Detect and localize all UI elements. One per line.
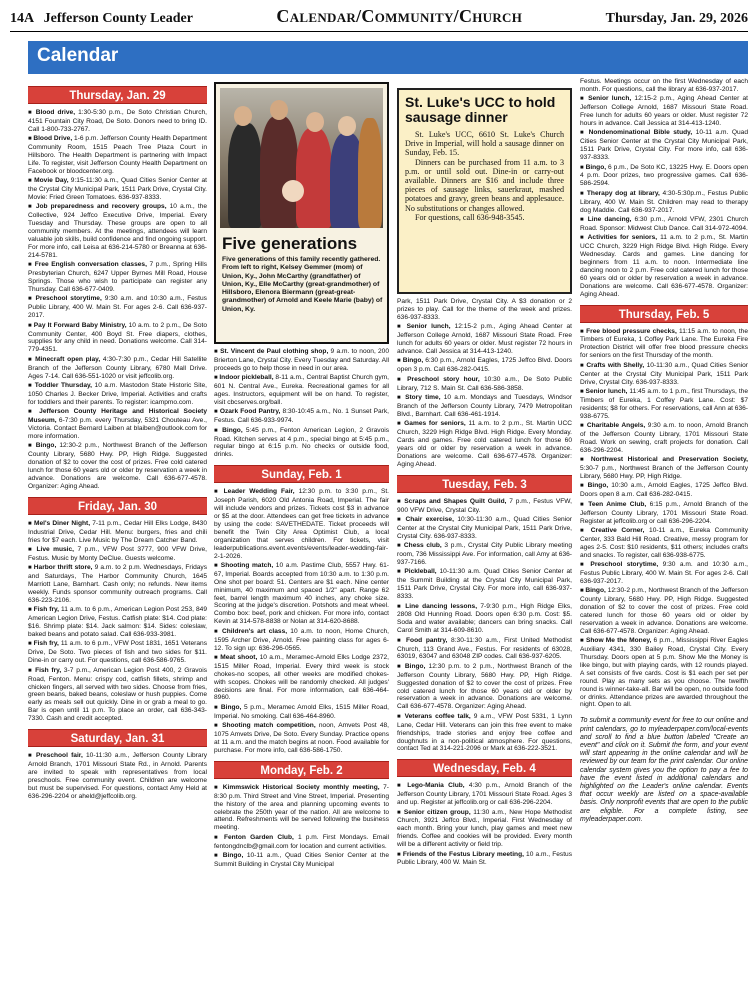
- day-header: Tuesday, Feb. 3: [397, 475, 572, 493]
- bullet-icon: ■: [28, 296, 36, 303]
- entry-title: Preschool story hour,: [407, 375, 480, 383]
- calendar-entry: [580, 501, 748, 526]
- bullet-icon: ■: [397, 809, 404, 816]
- calendar-entry: [580, 637, 748, 709]
- bullet-icon: ■: [580, 527, 591, 534]
- entry-title: Job preparedness and recovery groups,: [35, 203, 167, 211]
- entry-title: Shooting match competition,: [222, 722, 316, 730]
- entry-details: 8:30-10:45 a.m., No. 1 Sunset Park, Festus. Call 636-933-9974.: [214, 408, 389, 425]
- entry-details: 11:30 a.m., New Hope Methodist Church, 3921 Jeffco Blvd., Imperial. First Wednesday of each month. Bring your lunch, play games and meet new friends. Coffee and cookies will be provided. Every month will be a different activity or field trip.: [397, 808, 572, 849]
- entry-details: 7 p.m., VFW Post 3777, 900 VFW Drive, Festus. Music by Monty DeClue. Guests welcome.: [28, 546, 207, 562]
- submit-event-note: To submit a community event for free to our online and print calendars, go to myleaderpaper.com/local-events and scroll to find a blue button labeled "Create an event" and click on it. Submit the form, and your event will start appearing in the online calendar and will be reviewed by our team for the print calendar. Our online calendar system gives you the option to pay a fee to have the event listed in additional calendars and highlighted on the Leader's online calendar. Events that occur weekly are listed on a space-available basis. Only nonprofit events that are open to the public are eligible. For a complete listing, see myleaderpaper.com.: [580, 717, 748, 823]
- calendar-entry: [28, 408, 207, 441]
- bullet-icon: ■: [28, 667, 36, 674]
- entry-details: 9:30 a.m. and 10:30 a.m., Festus Public Library, 400 W. Main St. For ages 2-6. Call 636-937-2017.: [28, 295, 207, 320]
- calendar-entry: [397, 394, 572, 419]
- calendar-entry: [580, 456, 748, 481]
- entry-title: Preschool storytime,: [35, 295, 102, 303]
- entry-title: Chess club,: [403, 542, 442, 550]
- entry-details: 9 a.m., VFW Post 5331, 1 Lynn Lane, Cedar Hill. Veterans can join this free event to make friendships, trade stories and enjoy free coffee and doughnuts in a non-political atmosphere. For questions, contact Ted at 314-221-2096 or Mark at 636-222-3521.: [397, 712, 572, 753]
- calendar-entry: [214, 488, 389, 560]
- entry-title: Senior lunch,: [588, 95, 632, 103]
- masthead: [10, 6, 748, 32]
- entry-details: 10 a.m. to 2 p.m., De Soto Community Center, 400 Boyd St. Free diapers, clothes, supplies for any child in need. Donations welcome. Call 314-779-4351.: [28, 321, 207, 354]
- entry-title: Teen Anime Club,: [588, 500, 647, 508]
- day-header: Monday, Feb. 2: [214, 761, 389, 779]
- calendar-entry: [580, 388, 748, 421]
- bullet-icon: ■: [580, 217, 588, 223]
- entry-details: 11 a.m. to 6 p.m., American Legion Post 253, 849 American Legion Drive, Festus. Catfish plate: $14. Cod plate: $16. Shrimp plate: $14. Jack salmon: $14. Sides: coleslaw, baked beans and potato salad. Call 636-933-3981.: [28, 606, 207, 639]
- calendar-entry: [28, 322, 207, 355]
- entry-title: Free blood pressure checks,: [586, 327, 677, 335]
- bullet-icon: ■: [214, 704, 221, 711]
- bullet-icon: ■: [397, 516, 406, 523]
- bullet-icon: ■: [28, 753, 37, 760]
- entry-title: Preschool fair,: [36, 752, 83, 760]
- bullet-icon: ■: [28, 520, 34, 527]
- column-2: [214, 348, 389, 977]
- family-photo: [220, 88, 383, 228]
- entry-title: Friends of the Festus Library meeting,: [402, 850, 524, 858]
- entry-title: Blood drive,: [35, 109, 76, 116]
- entry-title: Senior citizen group,: [403, 808, 471, 816]
- bullet-icon: ■: [28, 262, 35, 269]
- bullet-icon: ■: [397, 358, 403, 365]
- calendar-entry: [397, 420, 572, 468]
- entry-title: Senior lunch,: [406, 323, 451, 331]
- entry-details: 10-11:30 a.m., Jefferson County Library Arnold Branch, 1701 Missouri State Rd., in Arnold. Parents are invited to speak with representatives from local preschools. Free community event. Children are welcome but must be supervised. For questions, contact Amy Held at 636-296-2204 or aheld@jeffcolib.org.: [28, 752, 207, 800]
- calendar-entry: [28, 667, 207, 723]
- bullet-icon: ■: [397, 851, 403, 858]
- entry-details: 1 p.m. First Mondays. Email fentongdnclb@gmail.com for location and current activities.: [214, 833, 389, 850]
- entry-title: Ozark Food Pantry,: [219, 408, 281, 416]
- sausage-dinner-feature: [397, 88, 572, 294]
- entry-title: Senior lunch,: [585, 387, 628, 395]
- entry-title: Bingo,: [585, 163, 607, 171]
- entry-details: 11 a.m. to 6 p.m., VFW Post 1831, 1651 Veterans Drive, De Soto. Two pieces of fish and two sides for $11. Dine-in or carry out. For questions, call 636-586-9765.: [28, 640, 207, 665]
- sausage-title: St. Luke's UCC to hold sausage dinner: [405, 94, 556, 125]
- entry-title: Bingo,: [402, 357, 424, 365]
- entry-title: Children's art class,: [222, 627, 288, 635]
- calendar-entry: [214, 562, 389, 626]
- entry-title: Bingo,: [404, 662, 426, 670]
- calendar-entry: [580, 328, 748, 361]
- entry-title: Toddler Thursday,: [34, 382, 92, 389]
- bullet-icon: ■: [580, 423, 587, 430]
- entry-details: 7-8:30 p.m. Third Street and Vine Street, Imperial. Presenting the history of the area and planning upcoming events to celebrate the 250th year of the nation. All are welcome to attend. Refreshments will be served following the business meeting.: [214, 783, 389, 832]
- bullet-icon: ■: [28, 547, 37, 553]
- issue-date: Thursday, Jan. 29, 2026: [605, 11, 748, 26]
- bullet-icon: ■: [28, 178, 35, 185]
- day-header: Thursday, Feb. 5: [580, 305, 748, 323]
- entry-title: Nondenominational Bible study,: [588, 129, 693, 137]
- bullet-icon: ■: [397, 324, 407, 331]
- entry-details: 10:30 a.m., Arnold Eagles, 1725 Jeffco Blvd. Doors open 8 a.m. Call 636-282-0415.: [580, 482, 748, 499]
- calendar-entry: [214, 628, 389, 653]
- entry-title: Kimmswick Historical Society monthly meeting,: [222, 783, 380, 791]
- entry-title: Pickleball,: [404, 568, 437, 576]
- calendar-entry: [214, 654, 389, 702]
- bullet-icon: ■: [580, 328, 587, 335]
- calendar-entry: [580, 190, 748, 215]
- calendar-entry: [580, 216, 748, 233]
- calendar-entry: [28, 261, 207, 294]
- entry-details: 1-6 p.m. Jefferson County Health Department Community Room, 1515 Peach Tree Plaza Court in Hillsboro. The Health Department is partnering with Impact Life. To register, visit Jefferson County Health Department on Facebook or bloodcenter.org.: [28, 135, 207, 175]
- entry-details: 10-11 a.m. Quad Cities Senior Center at the Crystal City Municipal Park, 1511 Park Drive, Crystal City. For more info, call 636-937-8333.: [580, 129, 748, 162]
- photo-feature: [214, 82, 389, 344]
- entry-details: 7 p.m., Spring Hills Presbyterian Church, 6247 Upper Byrnes Mill Road, House Springs. Those who wish to participate can register any Thursday. Call 636-677-0409.: [28, 261, 207, 294]
- calendar-entry: [28, 606, 207, 639]
- entry-details: 10-11 a.m., Eureka Community Center, 333 Bald Hill Road. Creative, messy program for ages 2-5. Cost: $10 residents, $11 others; includes crafts and snacks. To register, call 636-938-6775.: [580, 526, 748, 559]
- entry-title: Bingo,: [222, 426, 243, 434]
- entry-details: 12:30-2 p.m., Northwest Branch of the Jefferson County Library, 5680 Hwy. PP, High Ridge. Suggested donation of $2 to cover the cost of prizes. Free cold catered lunch for those 60 years old or older by reservation a week in advance. Donations are welcome. Call 636-677-4578. Organizer: Aging Ahead.: [28, 442, 207, 490]
- entry-details: 12:30-2 p.m., Northwest Branch of the Jefferson County Library, 5680 Hwy. PP, High Ridge. Suggested donation of $2 to cover the cost of prizes. Free cold catered lunch for those 60 years old or older by reservation a week in advance. Donations are welcome. Call 636-677-4578. Organizer: Aging Ahead.: [580, 587, 748, 635]
- entry-title: Scraps and Shapes Quilt Guild,: [404, 497, 507, 505]
- bullet-icon: ■: [580, 501, 589, 508]
- bullet-icon: ■: [397, 376, 408, 383]
- entry-details: 6:30 p.m., Arnold Eagles, 1725 Jeffco Blvd. Doors open 3 p.m. Call 636-282-0415.: [397, 357, 572, 374]
- bullet-icon: ■: [28, 443, 36, 450]
- entry-details: 10:30-11:30 a.m., Quad Cities Senior Center at the Crystal City Municipal Park, 1511 Park Drive, Crystal City. 636-937-8333.: [397, 515, 572, 540]
- calendar-entry: [580, 527, 748, 560]
- paper-name: Jefferson County Leader: [43, 11, 193, 26]
- calendar-entry: [397, 542, 572, 567]
- bullet-icon: ■: [580, 164, 586, 171]
- calendar-entry: [214, 348, 389, 373]
- sausage-body: [405, 130, 564, 222]
- calendar-entry: [214, 852, 389, 869]
- calendar-entry: [28, 135, 207, 176]
- entry-title: Fish fry,: [33, 606, 60, 614]
- entry-title: Meat shoot,: [220, 653, 258, 661]
- entry-title: Veterans coffee talk,: [404, 712, 471, 720]
- bullet-icon: ■: [580, 638, 586, 645]
- column-4: [580, 78, 748, 977]
- calendar-entry: [580, 164, 748, 189]
- entry-title: Crafts with Shelly,: [586, 361, 645, 369]
- bullet-icon: ■: [580, 457, 591, 464]
- bullet-icon: ■: [28, 383, 35, 389]
- entry-details: 9 a.m. to noon, 200 Brierton Lane, Crystal City. Every Tuesday and Saturday. All proceeds go to help those in need in our area.: [214, 348, 389, 372]
- entry-title: Northwest Historical and Preservation Society,: [590, 456, 748, 464]
- bullet-icon: ■: [214, 349, 221, 355]
- entry-title: Indoor pickleball,: [219, 374, 274, 382]
- bullet-icon: ■: [580, 190, 587, 197]
- entry-title: Charitable Angels,: [586, 422, 646, 430]
- entry-title: Free English conversation classes,: [34, 261, 147, 269]
- bullet-icon: ■: [214, 409, 220, 416]
- entry-details: 10 a.m. Pastime Club, 5557 Hwy. 61-67, Imperial. Boards accepted from 10:30 a.m. to 1:30 p.m. One shot per board: 51. Centers are $1 each. Nine center minimum, 40 maximum and spaced 1/2" apart. Range 62 feet, barrel length maximum 40 inches, any choke size. Scoring at the judge's discretion. Potshots and meat wheel. Combo box: beef, pork and chicken. For more info, contact Kevin at 314-578-8838 or Nolan at 314-620-8688.: [214, 561, 389, 626]
- entry-title: Bingo,: [220, 703, 242, 711]
- entry-details: 6:30 p.m., Arnold VFW, 2301 Church Road. Sponsor: Midwest Club Dance. Call 314-972-4094.: [580, 216, 748, 232]
- bullet-icon: ■: [214, 375, 220, 382]
- page-number: 14A: [10, 11, 35, 26]
- entry-title: Jefferson County Heritage and Historical Society Museum,: [28, 408, 207, 425]
- entry-title: Live music,: [36, 546, 75, 553]
- entry-title: Fenton Garden Club,: [223, 833, 294, 841]
- calendar-entry: [28, 203, 207, 259]
- bullet-icon: ■: [28, 322, 34, 329]
- calendar-entry: [28, 382, 207, 407]
- calendar-entry: [397, 603, 572, 636]
- calendar-entry: [397, 357, 572, 374]
- entry-details: 9:15-11:30 a.m., Quad Cities Senior Center at the Crystal City Municipal Park, 1511 Park Drive, Crystal City. Movie: Fried Green Tomatoes. 636-937-8333.: [28, 177, 207, 202]
- sausage-paragraph-3: For questions, call 636-948-3545.: [415, 212, 525, 222]
- bullet-icon: ■: [397, 637, 407, 644]
- calendar-entry: [397, 782, 572, 807]
- sausage-paragraph-1: St. Luke's UCC, 6610 St. Luke's Church Drive in Imperial, will hold a sausage dinner on Sunday, Feb. 15.: [405, 130, 564, 158]
- calendar-entry: [28, 109, 207, 134]
- entry-title: Movie Day,: [34, 177, 69, 185]
- entry-title: Blood Drive,: [33, 135, 73, 143]
- entry-title: Fish fry,: [33, 640, 59, 648]
- bullet-icon: ■: [28, 607, 34, 614]
- bullet-icon: ■: [397, 394, 406, 401]
- entry-details: 12:15-2 p.m., Aging Ahead Center at Jefferson College Arnold, 1687 Missouri State Road. Free lunch for adults 60 years or older. Must register 72 hours in advance. Call Jessica at 314-413-1240.: [580, 95, 748, 128]
- calendar-entry: [214, 722, 389, 755]
- entry-details: Park, 1511 Park Drive, Crystal City. A $3 donation or 2 prizes to play. Call for the theme of the week and prizes. 636-937-8333.: [397, 298, 572, 321]
- calendar-entry: [397, 323, 572, 356]
- entry-details: 8:30-11:30 a.m., First United Methodist Church, 113 Grand Ave., Festus. For residents of 63028, 63019, 63047 and 63048 ZIP codes. Call 636-937-6205.: [397, 636, 572, 661]
- entry-details: 5:45 p.m., Fenton American Legion, 2 Gravois Road. Kitchen serves at 4 p.m., special bingo at 5:45 p.m., regular bingo at 6:15 p.m. No checks or outside food, drinks.: [214, 426, 389, 459]
- entry-details: 6 p.m., Mississippi River Eagles Auxiliary 4341, 330 Bailey Road, Crystal City. Every Thursday. Doors open at 5 p.m. Show Me the Money is like bingo, but with playing cards, with 12 rounds played. A set consists of five cards. Cost is $1 each per set per round. Play as many sets as you choose. The twelfth round is winner-take-all. Bar will be open, no outside food or drinks. Attendance prizes are awarded throughout the night. Open to all.: [580, 637, 748, 709]
- column-3: [397, 298, 572, 977]
- entry-title: Story time,: [405, 393, 441, 401]
- entry-title: Chair exercise,: [405, 515, 454, 523]
- entry-title: Games for seniors,: [404, 420, 466, 428]
- bullet-icon: ■: [28, 565, 34, 572]
- entry-title: Bingo,: [222, 852, 244, 860]
- calendar-entry: [580, 234, 748, 298]
- bullet-icon: ■: [214, 853, 223, 860]
- column-1: [28, 80, 207, 977]
- entry-details: 10 a.m. Mastodon State Historic Site, 1050 Charles J. Becker Drive, Imperial. Activities and crafts for toddlers and their parents. To register: icampmo.com.: [28, 382, 207, 406]
- bullet-icon: ■: [397, 663, 405, 670]
- entry-title: Pay It Forward Baby Ministry,: [33, 321, 127, 329]
- entry-details: 10-11:30 a.m., Quad Cities Senior Center at the Crystal City Municipal Park, 1511 Park Drive, Crystal City. 636-937-8333.: [580, 361, 748, 386]
- entry-details: 10:30 a.m., De Soto Public Library, 712 S. Main St. Call 636-586-3858.: [397, 375, 572, 392]
- entry-details: 6 p.m., De Soto KC, 13225 Hwy. E. Doors open 4 p.m. Door prizes, two progressive games. Call 636-586-2594.: [580, 163, 748, 188]
- entry-details: 11:45 a.m. to 1 p.m., first Thursdays, the Timbers of Eureka, 1 Coffey Park Lane. Cost: $7 residents; $8 for others. For reservations, call Ann at 636-938-6775.: [580, 387, 748, 420]
- bullet-icon: ■: [28, 136, 34, 143]
- entry-details: 9:30 a.m. to noon, Arnold Branch of the Jefferson County Library, 1701 Missouri State Road. Work on sewing, craft projects for donation. Call 636-296-2204.: [580, 422, 748, 454]
- entry-details: 3-7 p.m., American Legion Post 400, 2 Gravois Road, Fenton. Menu: crispy cod, catfish fillets, shrimp and chicken fingers, all served with two sides. Choose from fries, green beans, baked beans, coleslaw or hush puppies. Come early as meals sell out quickly. Dine in or grab a meal to go. Bar is open until 11 p.m. To place an order, call 636-343-7330. Cash and credit accepted.: [28, 666, 207, 723]
- calendar-entry: [28, 752, 207, 800]
- calendar-entry: [28, 295, 207, 320]
- entry-details: 10-11:30 a.m. Quad Cities Senior Center at the Summit Building at the Crystal City Municipal Park, 1511 Park Drive, Crystal City. For more info, call 636-937-8333.: [397, 568, 572, 601]
- calendar-entry: [397, 376, 572, 393]
- entry-details: 10-11 a.m., Quad Cities Senior Center at the Summit Building in Crystal City Municipal: [214, 852, 389, 868]
- calendar-entry: [397, 498, 572, 515]
- calendar-entry: [397, 568, 572, 601]
- entry-details: 11 a.m. to 2 p.m., St. Martin UCC Church, 3229 High Ridge Blvd. High Ridge. Every Wednesday. Cards and games. Line dancing for beginners from 11 a.m. to noon. Intermediate line dancing noon to 2 p.m. Free cold catered lunch for those 60 years old or older by reservation a week in advance. Donations are welcome. Call 636-677-4578. Organizer: Aging Ahead.: [580, 234, 748, 298]
- day-header: Wednesday, Feb. 4: [397, 759, 572, 777]
- bullet-icon: ■: [28, 356, 36, 363]
- entry-details: 10 a.m. Mondays and Tuesdays, Windsor Branch of the Jefferson County Library, 7479 Metropolitan Blvd., Barnhart. Call 636-461-1914.: [397, 393, 572, 418]
- entry-details: 5 p.m., Meramec Arnold Elks, 1515 Miller Road, Imperial. No smoking. Call 636-464-8960.: [214, 703, 389, 720]
- calendar-entry: [580, 561, 748, 586]
- calendar-entry: [580, 482, 748, 499]
- day-header: Sunday, Feb. 1: [214, 465, 389, 483]
- bullet-icon: ■: [580, 235, 588, 242]
- bullet-icon: ■: [580, 362, 587, 369]
- day-header: Saturday, Jan. 31: [28, 729, 207, 747]
- calendar-entry: [214, 374, 389, 407]
- entry-title: Line dancing,: [587, 216, 632, 223]
- sausage-paragraph-2: Dinners can be purchased from 11 a.m. to 3 p.m. or until sold out. Dine-in or carry-out available. Dinners are $16 and include three pieces of sausage links, sauerkraut, mashed potatoes and gravy, green beans and applesauce. No substitutions or changes allowed.: [405, 157, 564, 213]
- bullet-icon: ■: [214, 654, 221, 661]
- entry-title: Therapy dog at library,: [586, 189, 660, 197]
- entry-title: Preschool storytime,: [590, 561, 659, 569]
- entry-details: 7-11 p.m., Cedar Hill Elks Lodge, 8430 Industrial Drive, Cedar Hill. Menu: burgers, fries and chili fries for $7 each. Live Music by The Dream Catcher Band.: [28, 519, 207, 544]
- entry-details: 10 a.m., Meramec-Arnold Elks Lodge 2372, 1515 Miller Road, Imperial. Every third week is stock chokes-no scopes, all other weeks are modified chokes-with scopes. Chokes will be randomly checked. All judges' decisions are final. For more information, call 636-464-8960.: [214, 653, 389, 702]
- entry-details: 4:30-7:30 p.m., Cedar Hill Satellite Branch of the Jefferson County Library, 6780 Mall Drive. Ages 7-14. Call 636-551-1020 or visit jeffcolib.org.: [28, 355, 207, 380]
- calendar-entry: [28, 546, 207, 563]
- bullet-icon: ■: [580, 562, 591, 569]
- entry-details: 9 a.m. to 2 p.m. Wednesdays, Fridays and Saturdays, The Harbor Community Church, 1645 Marriott Lane, Barnhart. Cash only; no refunds. New items weekly. Funds sponsor community outreach programs. Call 636-223-2106.: [28, 564, 207, 604]
- entry-details: 10 a.m. to noon, Home Church, 1595 Archer Drive, Arnold. Free painting class for ages 6-12. To sign up: 636-296-0565.: [214, 627, 389, 652]
- entry-details: 10 a.m., the Collective, 924 Jeffco Executive Drive, Imperial. Every Tuesday and Thursday. These groups are open to all community members. At the meetings, attendees will learn valuable job skills, build confidence and find ongoing support. For more info, call Leisa at 636-214-5780 or Breanna at 636-214-5781.: [28, 203, 207, 259]
- calendar-entry: [28, 640, 207, 665]
- calendar-entry: [28, 564, 207, 605]
- bullet-icon: ■: [397, 569, 405, 576]
- calendar-entry: [397, 516, 572, 541]
- entry-details: Festus. Meetings occur on the first Wednesday of each month. For questions, call the library at 636-937-2017.: [580, 78, 748, 93]
- calendar-entry: [214, 427, 389, 460]
- bullet-icon: ■: [580, 130, 589, 137]
- calendar-entry: [580, 78, 748, 94]
- calendar-entry: [397, 663, 572, 711]
- entry-details: 7 p.m., Festus VFW, 900 VFW Drive, Crystal City.: [397, 497, 572, 514]
- entry-title: Mel's Diner Night,: [33, 519, 91, 527]
- entry-details: 11:15 a.m. to noon, the Timbers of Eureka, 1 Coffey Park Lane. The Eureka Fire Protection District will offer free blood pressure checks for seniors on the first Thursday of the month.: [580, 327, 748, 360]
- entry-details: noon, Amvets Post 48, 1075 Amvets Drive, De Soto. Every Sunday. Practice opens at 11 a.m. and the match begins at noon. Food available for purchase. For more info, call 636-586-1750.: [214, 722, 389, 754]
- bullet-icon: ■: [580, 388, 586, 395]
- calendar-entry: [397, 298, 572, 322]
- entry-details: 12:30 p.m. to 2 p.m., Northwest Branch of the Jefferson County Library, 5680 Hwy. PP, High Ridge. Suggested donation of $2 to cover the cost of prizes. Free cold catered lunch for those 60 years old or older by reservation a week in advance. Donations are welcome. Call 636-677-4578. Organizer: Aging Ahead.: [397, 662, 572, 711]
- bullet-icon: ■: [28, 641, 34, 648]
- bullet-icon: ■: [397, 421, 405, 428]
- calendar-entry: [580, 362, 748, 387]
- calendar-entry: [214, 784, 389, 832]
- calendar-entry: [28, 177, 207, 202]
- entry-details: 12:30 p.m. to 3:30 p.m., St. Joseph Parish, 6020 Old Antonia Road, Imperial. The fair will include vendors and prizes. Tickets cost $3 in advance or $5 at the door. Attendees can get free tickets in advance by using the code: SAVETHEDATE. Ticket proceeds will benefit the Twin City Area Optimist Club, a local organization that serves children. For tickets, visit leaderpublications.event.events/events/leader-wedding-fair-2-1-2026.: [214, 488, 389, 560]
- calendar-entry: [28, 356, 207, 381]
- bullet-icon: ■: [397, 543, 404, 550]
- bullet-icon: ■: [397, 498, 405, 505]
- entry-details: 3 p.m., Crystal City Public Library meeting room, 736 Mississippi Ave. For information, call Amy at 636-937-7166.: [397, 542, 572, 566]
- calendar-entry: [580, 587, 748, 635]
- bullet-icon: ■: [214, 562, 221, 569]
- calendar-entry: [397, 637, 572, 662]
- calendar-banner: [28, 41, 748, 74]
- entry-details: 11 a.m. to 2 p.m., St. Martin UCC Church, 3229 High Ridge Blvd. High Ridge. Every Monday. Cards and games. Free cold catered lunch for those 60 years old or older by reservation a week in advance. Donations are welcome. Call 636-677-4578. Organizer: Aging Ahead.: [397, 420, 572, 468]
- entry-title: Shooting match,: [220, 561, 274, 569]
- entry-details: 8-11 a.m., Central Baptist Church gym, 601 N. Central Ave., Eureka. Recreational games for all ages. Instructors, equipment will be on hand. To register, visit cbcserves.org/ball.: [214, 374, 389, 406]
- bullet-icon: ■: [580, 483, 588, 490]
- calendar-entry: [580, 422, 748, 455]
- entry-title: Harbor thrift store,: [33, 564, 93, 572]
- entry-title: Bingo,: [587, 482, 609, 490]
- entry-title: Food pantry,: [406, 636, 448, 644]
- entry-title: Leader Wedding Fair,: [223, 488, 295, 496]
- entry-details: 4:30-5:30p.m., Festus Public Library, 400 W. Main St. Children may read to therapy dog Maddie. Call 636-937-2017.: [580, 189, 748, 214]
- bullet-icon: ■: [28, 110, 36, 116]
- bullet-icon: ■: [214, 427, 223, 434]
- entry-details: 6:15 p.m., Arnold Branch of the Jefferson County Library, 1701 Missouri State Road. Register at jeffcolib.org or call 636-296-2204.: [580, 500, 748, 525]
- entry-title: Minecraft open play,: [35, 355, 101, 363]
- section-name: Calendar/Community/Church: [276, 6, 523, 26]
- bullet-icon: ■: [214, 834, 224, 841]
- bullet-icon: ■: [580, 96, 589, 103]
- entry-details: 5:30-7 p.m., Northwest Branch of the Jefferson County Library, 5680 Hwy. PP, High Ridge.: [580, 465, 748, 480]
- calendar-entry: [28, 520, 207, 545]
- calendar-entry: [214, 408, 389, 425]
- entry-details: 10 a.m., Festus Public Library, 400 W. Main St.: [397, 850, 572, 867]
- entry-title: Show Me the Money,: [585, 637, 652, 645]
- entry-details: 9:30 a.m. and 10:30 a.m., Festus Public Library, 400 W. Main St. For ages 2-6. Call 636-937-2017.: [580, 561, 748, 585]
- bullet-icon: ■: [214, 489, 224, 496]
- photo-title: Five generations: [222, 234, 358, 253]
- calendar-entry: [397, 713, 572, 754]
- calendar-entry: [397, 851, 572, 868]
- bullet-icon: ■: [580, 588, 586, 595]
- bullet-icon: ■: [397, 713, 405, 720]
- calendar-entry: [214, 834, 389, 851]
- entry-details: 4:30 p.m., Arnold Branch of the Jefferson County Library, 1701 Missouri State Road. Ages 3 and up. Register at jeffcolib.org or call 636-296-2204.: [397, 782, 572, 807]
- day-header: Thursday, Jan. 29: [28, 86, 207, 104]
- entry-title: Bingo,: [35, 442, 57, 450]
- entry-title: Fish fry,: [35, 666, 62, 674]
- bullet-icon: ■: [28, 204, 36, 211]
- entry-title: Activities for seniors,: [587, 234, 658, 242]
- entry-title: Bingo,: [585, 587, 606, 595]
- entry-title: St. Vincent de Paul clothing shop,: [220, 348, 329, 355]
- calendar-banner-title: Calendar: [37, 45, 119, 66]
- masthead-left: [10, 11, 193, 27]
- entry-title: Creative Corner,: [590, 526, 645, 534]
- calendar-entry: [28, 442, 207, 490]
- bullet-icon: ■: [397, 603, 406, 610]
- photo-caption: Five generations of this family recently gathered. From left to right, Kelsey Gemmer (mom) of Union, Ky., John McCarthy (grandfather) of Union, Ky., Elle McCarthy (great-grandmother) of Hillsboro, Elenora Biermann (great-great-grandmother) of Arnold and Keele Marie (baby) of Union, Ky.: [222, 256, 383, 313]
- calendar-entry: [580, 95, 748, 128]
- bullet-icon: ■: [214, 628, 222, 635]
- entry-title: Line dancing lessons,: [405, 602, 478, 610]
- calendar-entry: [397, 809, 572, 850]
- bullet-icon: ■: [397, 783, 408, 790]
- day-header: Friday, Jan. 30: [28, 497, 207, 515]
- entry-details: 12:15-2 p.m., Aging Ahead Center at Jefferson College Arnold, 1687 Missouri State Road. Free lunch for adults 60 years or older. Must register 72 hours in advance. Call Jessica at 314-413-1240.: [397, 323, 572, 355]
- entry-details: 7-9:30 p.m., High Ridge Elks, 2808 Old Hunning Road. Doors open 6:30 p.m. Cost: $5. Soda and water available; dancers can bring snacks. Call Carol Smith at 314-609-8610.: [397, 602, 572, 635]
- bullet-icon: ■: [28, 409, 40, 416]
- bullet-icon: ■: [214, 784, 223, 791]
- calendar-entry: [214, 704, 389, 721]
- calendar-entry: [580, 129, 748, 162]
- entry-details: 6-7:30 p.m. every Thursday, 5321 Chouteau Ave., Victoria. Contact Bernard Laiben at blaiben@outlook.com for more information.: [28, 417, 207, 440]
- bullet-icon: ■: [214, 723, 223, 730]
- entry-title: Lego-Mania Club,: [407, 782, 465, 790]
- entry-details: 1:30-5:30 p.m., De Soto Christian Church, 4151 Fountain City Road, De Soto. Donors need to bring ID. Call 1-800-733-2767.: [28, 109, 207, 133]
